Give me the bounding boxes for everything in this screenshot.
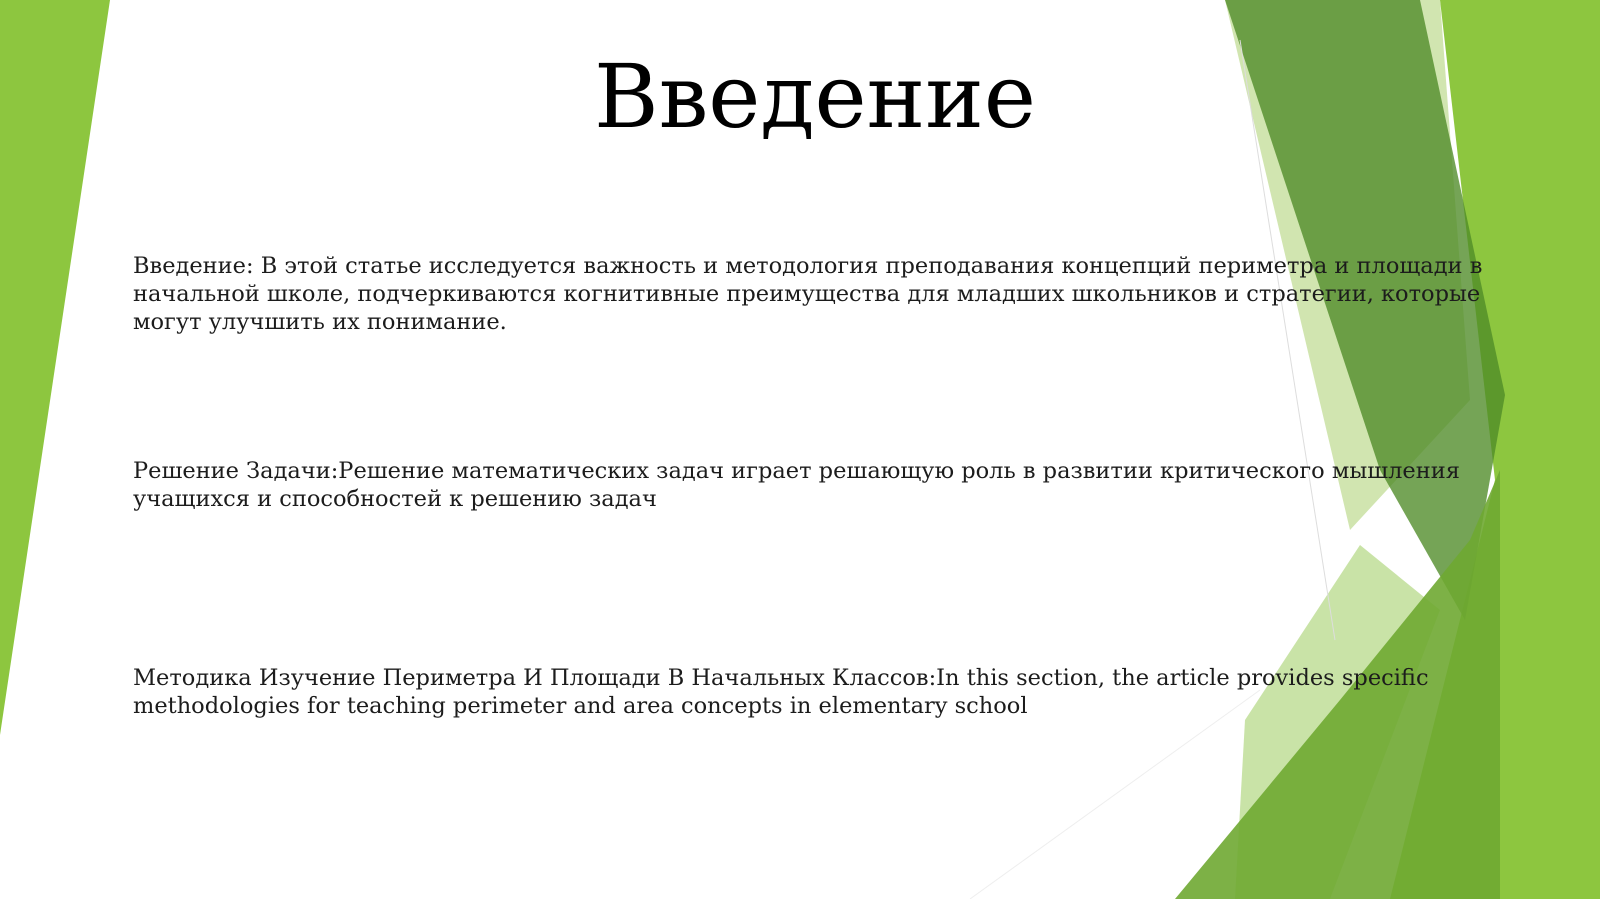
paragraph-introduction: Введение: В этой статье исследуется важность и методология преподавания концепций периметра и площади в начальной школе, подчеркиваются когнитивные преимущества для младших школьников и стратегии, которые могут улучшить их понимание. — [133, 253, 1483, 335]
slide-title: Введение — [594, 45, 1036, 148]
paragraph-problem-solving: Решение Задачи:Решение математических задач играет решающую роль в развитии критического мышления учащихся и способностей к решению задач — [133, 458, 1460, 512]
paragraph-methodology: Методика Изучение Периметра И Площади В Начальных Классов:In this section, the article provides specific methodologies for teaching perimeter and area concepts in elementary school — [133, 665, 1429, 719]
